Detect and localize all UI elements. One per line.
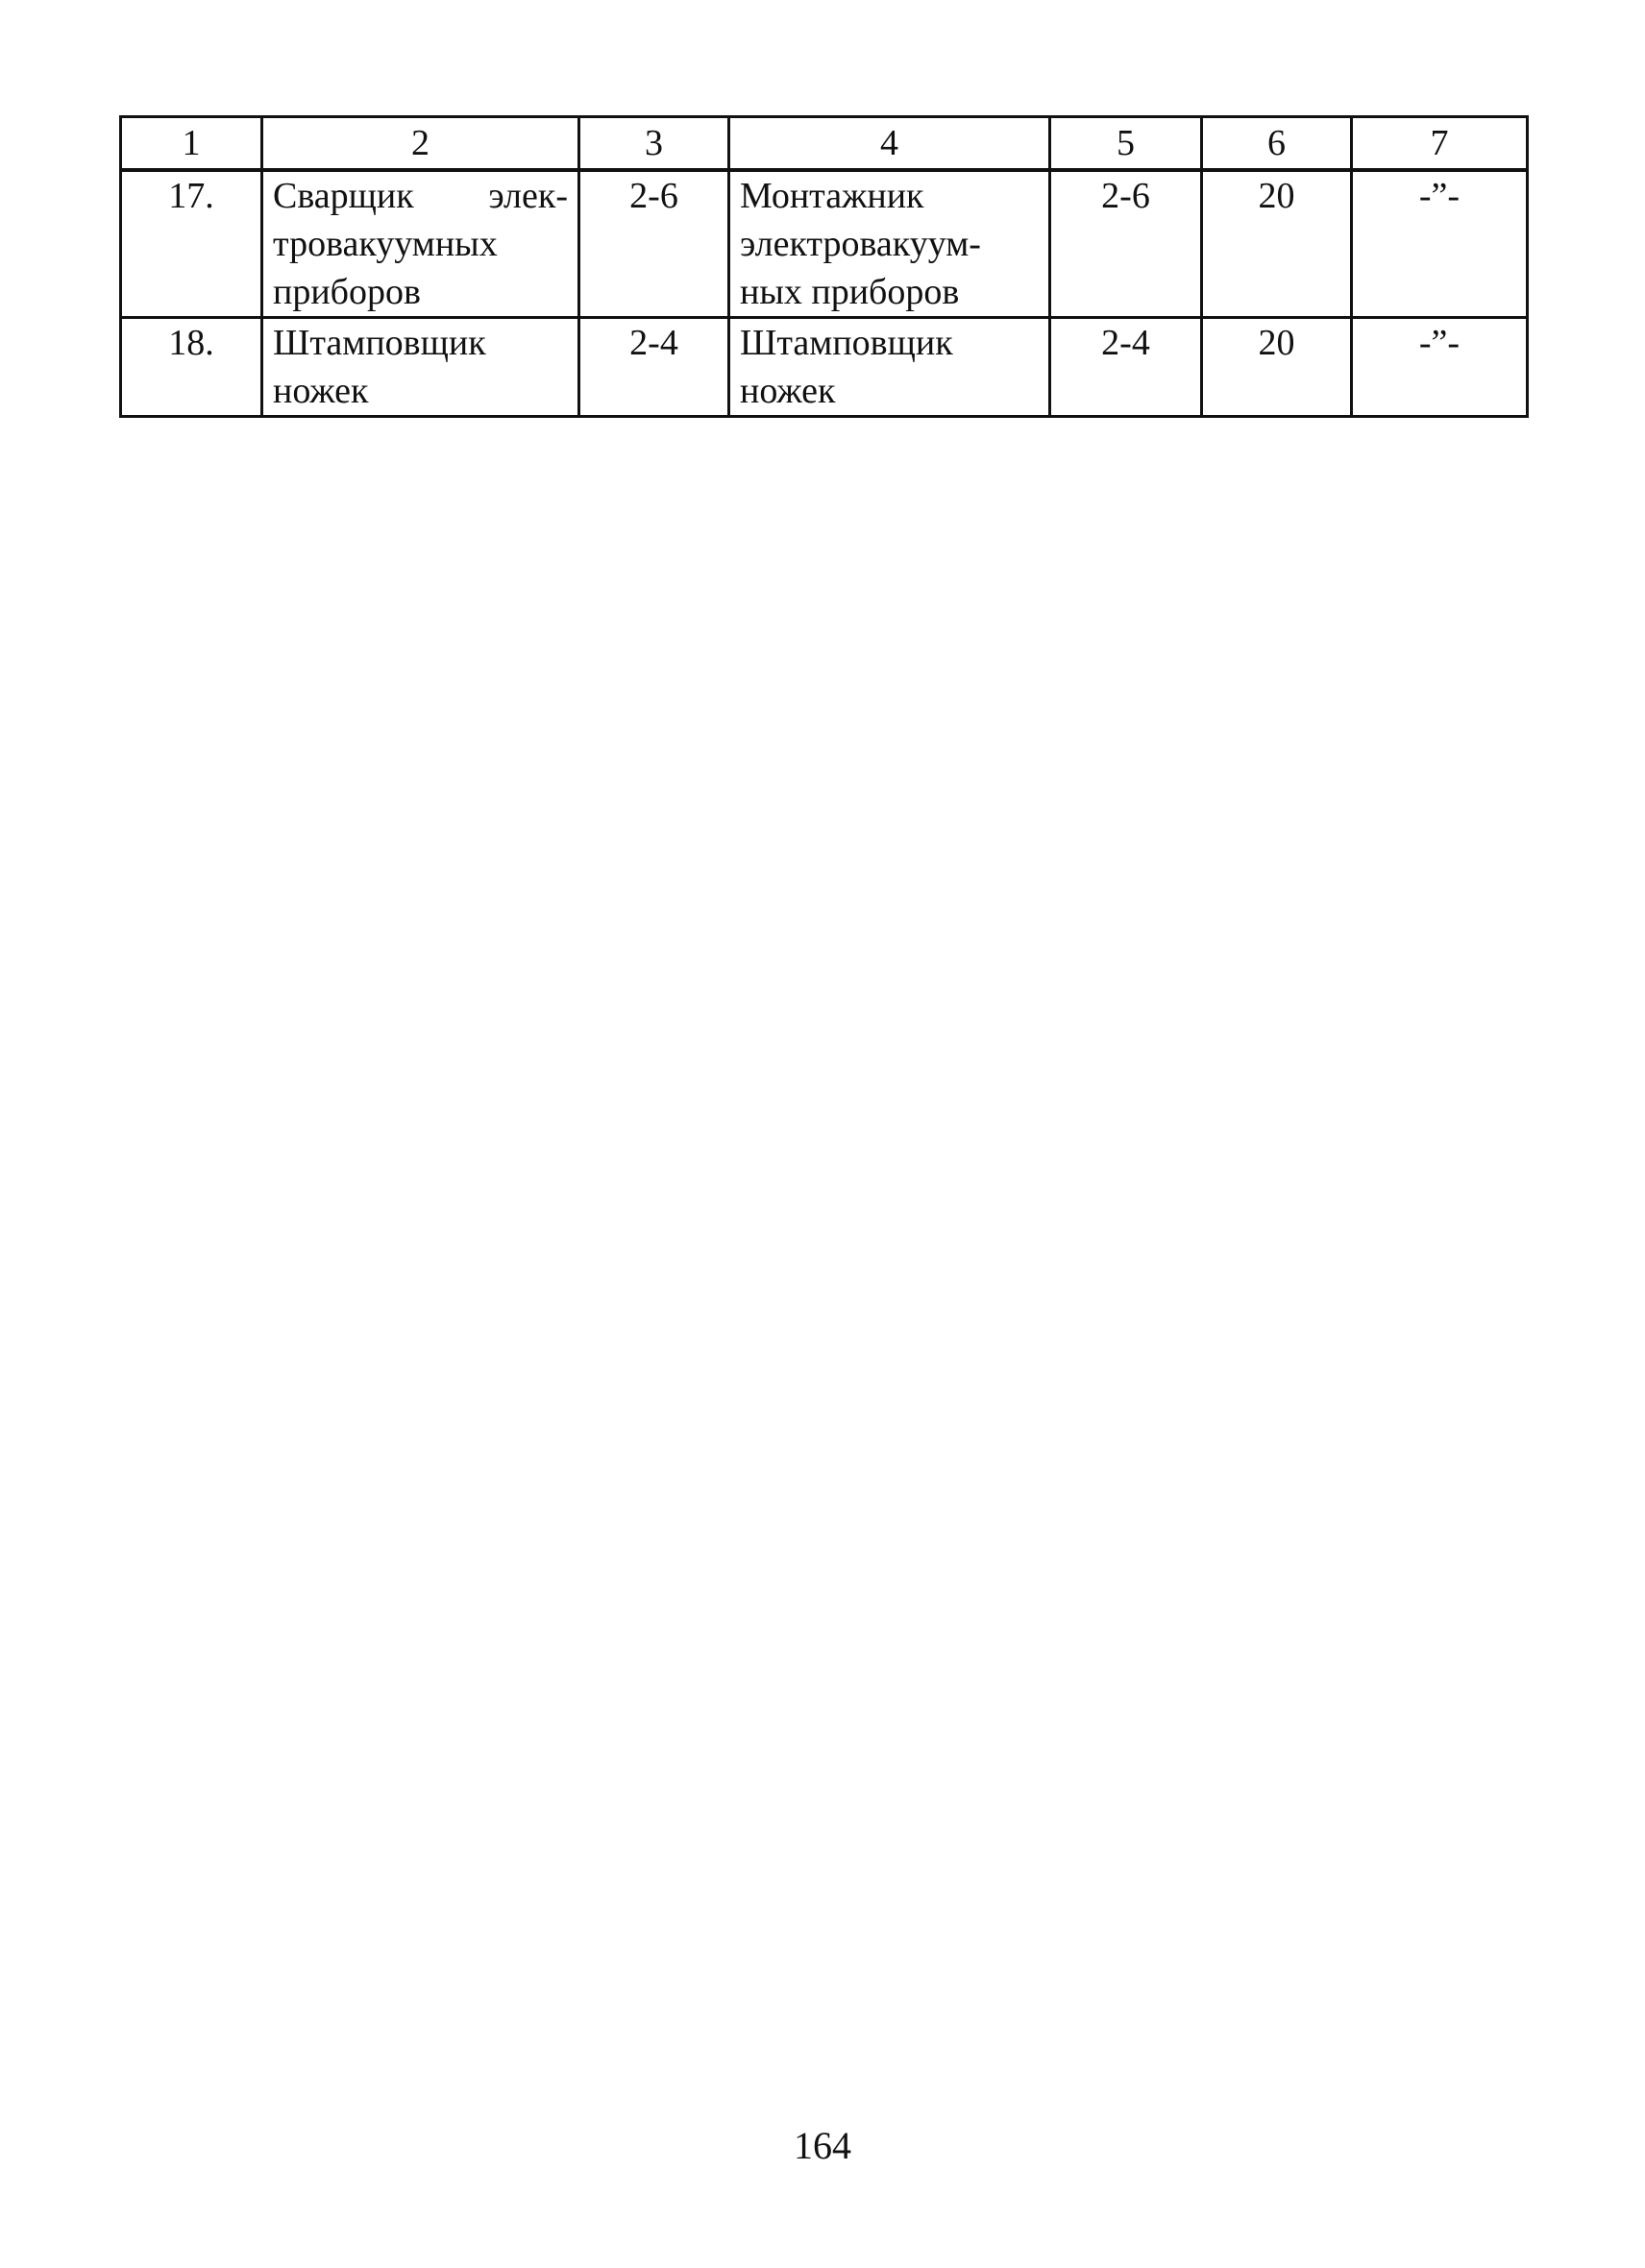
table-header-row xyxy=(121,117,1528,171)
row-number: 17. xyxy=(121,170,262,318)
profession-word: элек- xyxy=(488,176,568,216)
profession-line: тровакуумных xyxy=(273,224,498,264)
table-row xyxy=(121,318,1528,417)
related-profession-cell xyxy=(729,318,1050,417)
column-header-5: 5 xyxy=(1050,117,1202,171)
related-profession-line: ных приборов xyxy=(740,272,960,312)
column-header-6: 6 xyxy=(1202,117,1352,171)
profession-word: Сварщик xyxy=(273,176,414,216)
profession-cell xyxy=(262,170,579,318)
grades-cell: 2-4 xyxy=(579,318,729,417)
grades-cell: 2-6 xyxy=(579,170,729,318)
column-header-1: 1 xyxy=(121,117,262,171)
column-header-7: 7 xyxy=(1352,117,1528,171)
related-profession-line: ножек xyxy=(740,371,836,411)
related-profession-cell xyxy=(729,170,1050,318)
percent-cell: 20 xyxy=(1202,170,1352,318)
column-header-3: 3 xyxy=(579,117,729,171)
page-number: 164 xyxy=(794,2124,851,2167)
note-cell: -”- xyxy=(1352,318,1528,417)
related-profession-line: Монтажник xyxy=(740,176,924,216)
profession-line: Штамповщик xyxy=(273,323,486,363)
profession-cell xyxy=(262,318,579,417)
percent-cell: 20 xyxy=(1202,318,1352,417)
profession-line: приборов xyxy=(273,272,421,312)
row-number: 18. xyxy=(121,318,262,417)
professions-table xyxy=(119,115,1529,418)
related-grades-cell: 2-6 xyxy=(1050,170,1202,318)
related-grades-cell: 2-4 xyxy=(1050,318,1202,417)
profession-line: ножек xyxy=(273,371,369,411)
note-cell: -”- xyxy=(1352,170,1528,318)
profession-line-justified xyxy=(273,172,568,220)
table-row xyxy=(121,170,1528,318)
related-profession-line: электровакуум- xyxy=(740,224,981,264)
related-profession-line: Штамповщик xyxy=(740,323,953,363)
column-header-2: 2 xyxy=(262,117,579,171)
column-header-4: 4 xyxy=(729,117,1050,171)
